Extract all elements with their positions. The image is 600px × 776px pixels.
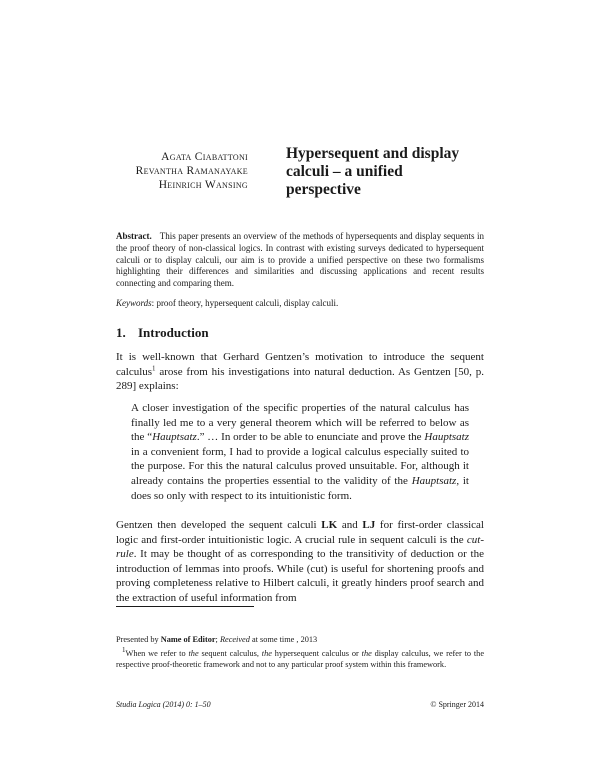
abstract-text: This paper presents an overview of the methods of hypersequents and display sequents in the proof theory of non-classical logics. In contrast with existing surveys dedicated to hypersequent calculi or to display calculi, our aim is to provide a unified perspective on these two formalisms highlighting their differences and similarities and discussing applications and recent results connecting and comparing them. xyxy=(116,231,484,289)
quote-emphasis: Hauptsatz xyxy=(152,431,197,444)
editor-name: Name of Editor xyxy=(160,635,216,644)
calculus-name: LK xyxy=(321,519,338,531)
copyright: © Springer 2014 xyxy=(430,700,484,709)
note-text: display calculus, we refer to the respective proof-theoretic framework and not to any particular proof system within this framework. xyxy=(116,648,485,669)
intro-text: It is well-known that Gerhard Gentzen’s motivation to introduce the sequent calculus xyxy=(116,351,484,378)
footnote-mark: 1 xyxy=(122,645,126,654)
abstract-label: Abstract. xyxy=(116,231,152,241)
received-label: Received xyxy=(219,635,250,644)
note-emphasis: the xyxy=(361,648,372,658)
note-text: hypersequent calculus or xyxy=(271,648,362,658)
quote-text: A closer investigation of the specific properties of the natural calculus has finally led me to a very general theorem which will be referred to below as the “ xyxy=(131,402,469,444)
body-text: and xyxy=(337,519,363,531)
note-emphasis: the xyxy=(188,648,199,658)
keywords: Keywords: proof theory, hypersequent calculi, display calculi. xyxy=(116,298,339,308)
note-text: sequent calculus, xyxy=(198,648,262,658)
note-emphasis: the xyxy=(261,648,272,658)
body-text: . It may be thought of as corresponding to the transitivity of deduction or the introduction of lemmas into proofs. While (cut) is useful for shortening proofs and proving completeness relative to Hilbert calculi, it greatly hinders proof search and the extraction of useful information from xyxy=(116,548,484,604)
body-text: Gentzen then developed the sequent calculi xyxy=(116,519,322,531)
term-emphasis: cut-rule xyxy=(116,533,484,561)
quote-text: in a convenient form, I had to provide a logical calculus especially suited to the purpose. For this the natural calculus proved unsuitable. For, although it already contains the properties essential to the validity of the xyxy=(131,445,469,487)
intro-paragraph xyxy=(116,350,484,394)
footnote-mark: 1 xyxy=(152,363,156,372)
quote-emphasis: Hauptsatz xyxy=(424,431,470,444)
author-name: Heinrich Wansing xyxy=(158,179,248,191)
quote-emphasis: Hauptsatz xyxy=(411,474,457,487)
body-text: for first-order classical logic and first-order intuitionistic logic. A crucial rule in sequent calculi is the xyxy=(116,519,484,546)
calculus-name: LJ xyxy=(362,519,376,531)
intro-text: arose from his investigations into natural deduction. As Gentzen [50, p. 289] explains: xyxy=(116,365,484,393)
quote-text: , it does so only with respect to its intuitionistic form. xyxy=(131,474,469,502)
footnote-1 xyxy=(116,645,485,671)
section-title: Introduction xyxy=(138,325,209,340)
author-name: Agata Ciabattoni xyxy=(161,151,248,163)
note-text: ; xyxy=(215,635,220,644)
block-quote xyxy=(131,401,469,503)
section-number: 1. xyxy=(116,325,126,340)
note-text: Presented by xyxy=(116,635,161,644)
paper-title: Hypersequent and display calculi – a unified perspective xyxy=(286,145,460,198)
author-list xyxy=(116,150,248,192)
footnote-rule xyxy=(116,606,254,607)
author-name: Revantha Ramanayake xyxy=(135,165,248,177)
body-paragraph xyxy=(116,518,484,606)
note-text: at some time , 2013 xyxy=(249,635,318,644)
keywords-text: proof theory, hypersequent calculi, display calculi. xyxy=(156,298,339,308)
keywords-label: Keywords xyxy=(116,298,152,308)
section-heading xyxy=(116,325,209,341)
footnotes xyxy=(116,634,484,671)
journal-citation: Studia Logica (2014) 0: 1–50 xyxy=(116,700,211,709)
note-text: When we refer to xyxy=(125,648,189,658)
presented-by-note xyxy=(116,634,484,646)
quote-text: .” … In order to be able to enunciate and prove the xyxy=(196,431,425,444)
abstract xyxy=(116,231,484,290)
